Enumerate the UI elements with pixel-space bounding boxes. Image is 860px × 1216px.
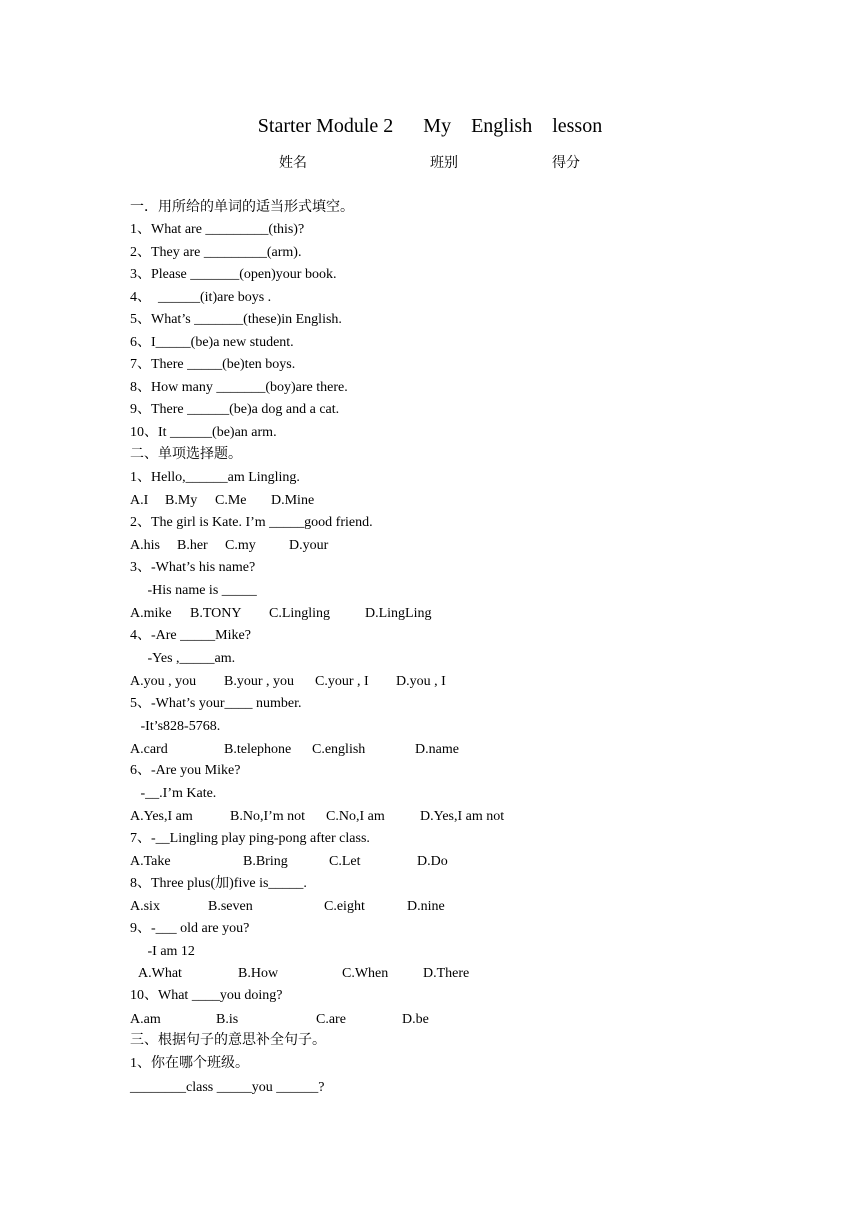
question-stem: 7、-__Lingling play ping-pong after class. xyxy=(130,831,370,846)
option: B.is xyxy=(216,1012,239,1027)
option: C.Me xyxy=(215,493,247,508)
option: D.be xyxy=(402,1012,429,1027)
option: C.english xyxy=(312,742,366,757)
option: C.your , I xyxy=(315,674,369,689)
question-stem: 9、-___ old are you? xyxy=(130,921,250,936)
name-label: 姓名 xyxy=(279,156,307,171)
option: A.Take xyxy=(130,854,171,869)
answer-options xyxy=(130,605,630,623)
option: B.TONY xyxy=(190,606,242,621)
fill-blank-item: 7、There _____(be)ten boys. xyxy=(130,357,296,372)
fill-blank-item: 2、They are _________(arm). xyxy=(130,245,302,260)
option: A.six xyxy=(130,899,160,914)
option: B.No,I’m not xyxy=(230,809,306,824)
question-stem: -I am 12 xyxy=(130,944,195,959)
answer-options xyxy=(130,808,630,826)
option: C.When xyxy=(342,966,389,981)
answer-options xyxy=(130,673,630,691)
fill-blank-item: 1、What are _________(this)? xyxy=(130,222,305,237)
fill-blank-item: 10、It ______(be)an arm. xyxy=(130,425,277,440)
option: D.name xyxy=(415,742,459,757)
option: B.her xyxy=(177,538,208,553)
question-stem: -Yes ,_____am. xyxy=(130,651,236,666)
fill-blank-item: 8、How many _______(boy)are there. xyxy=(130,380,348,395)
option: D.There xyxy=(423,966,470,981)
option: A.I xyxy=(130,493,149,508)
option: C.No,I am xyxy=(326,809,385,824)
question-stem: 4、-Are _____Mike? xyxy=(130,628,251,643)
question-stem: 6、-Are you Mike? xyxy=(130,763,241,778)
fill-blank-item: 5、What’s _______(these)in English. xyxy=(130,312,342,327)
fill-blank-item: 6、I_____(be)a new student. xyxy=(130,335,294,350)
question-stem: 3、-What’s his name? xyxy=(130,560,256,575)
option: B.your , you xyxy=(224,674,294,689)
answer-options xyxy=(130,965,630,983)
option: C.Let xyxy=(329,854,361,869)
fill-blank-item: 9、There ______(be)a dog and a cat. xyxy=(130,402,340,417)
option: A.mike xyxy=(130,606,172,621)
score-label: 得分 xyxy=(552,156,580,171)
option: D.nine xyxy=(407,899,445,914)
option: D.Do xyxy=(417,854,448,869)
question-stem: 2、The girl is Kate. I’m _____good friend. xyxy=(130,515,373,530)
option: D.Yes,I am not xyxy=(420,809,505,824)
question-stem: 1、Hello,______am Lingling. xyxy=(130,470,300,485)
fill-blank-item: 3、Please _______(open)your book. xyxy=(130,267,337,282)
answer-options xyxy=(130,492,630,510)
question-stem: 10、What ____you doing? xyxy=(130,988,283,1003)
option: C.eight xyxy=(324,899,365,914)
option: C.are xyxy=(316,1012,346,1027)
option: A.card xyxy=(130,742,168,757)
option: B.How xyxy=(238,966,279,981)
question-stem: 8、Three plus(加)five is_____. xyxy=(130,876,307,891)
answer-options xyxy=(130,1011,630,1029)
translation-answer-line: ________class _____you ______? xyxy=(130,1080,325,1095)
option: D.Mine xyxy=(271,493,315,508)
translation-prompt: 1、你在哪个班级。 xyxy=(130,1056,249,1071)
section2-heading: 二、单项选择题。 xyxy=(130,447,242,462)
document-title: Starter Module 2 My English lesson xyxy=(257,115,603,137)
option: D.your xyxy=(289,538,329,553)
answer-options xyxy=(130,537,630,555)
student-info-row xyxy=(0,152,860,172)
option: B.seven xyxy=(208,899,253,914)
option: A.his xyxy=(130,538,160,553)
fill-blank-item: 4、 ______(it)are boys . xyxy=(130,290,272,305)
option: C.Lingling xyxy=(269,606,331,621)
class-label: 班别 xyxy=(430,156,458,171)
option: A.am xyxy=(130,1012,161,1027)
option: C.my xyxy=(225,538,256,553)
option: B.My xyxy=(165,493,198,508)
option: D.LingLing xyxy=(365,606,432,621)
option: B.Bring xyxy=(243,854,288,869)
question-stem: -__.I’m Kate. xyxy=(130,786,217,801)
option: A.What xyxy=(138,966,182,981)
option: D.you , I xyxy=(396,674,446,689)
answer-options xyxy=(130,853,630,871)
answer-options xyxy=(130,741,630,759)
option: B.telephone xyxy=(224,742,292,757)
question-stem: 5、-What’s your____ number. xyxy=(130,696,302,711)
answer-options xyxy=(130,898,630,916)
option: A.Yes,I am xyxy=(130,809,193,824)
section3-heading: 三、根据句子的意思补全句子。 xyxy=(130,1033,326,1048)
section1-heading: 一．用所给的单词的适当形式填空。 xyxy=(130,200,354,215)
question-stem: -It’s828-5768. xyxy=(130,719,221,734)
question-stem: -His name is _____ xyxy=(130,583,257,598)
option: A.you , you xyxy=(130,674,197,689)
